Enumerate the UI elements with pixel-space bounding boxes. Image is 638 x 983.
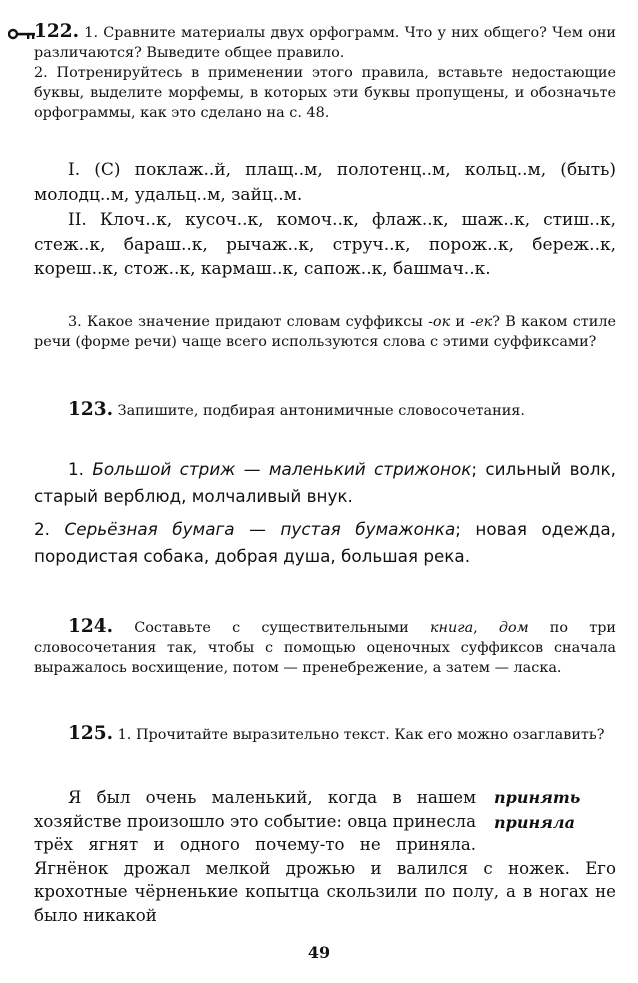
example-line-1 xyxy=(34,456,616,510)
task-2: 2. Потренируйтесь в применении этого правила, вставьте недостающие буквы, выделите морфемы, в которых эти буквы пропущены, и обозначьте орфограммы, как это сделано на с. 48. xyxy=(34,65,616,121)
exercise-number: 124. xyxy=(68,616,114,637)
word-dom: дом xyxy=(498,620,529,636)
reading-text xyxy=(34,786,616,928)
task-text-b: по три словосочетания так, чтобы с помощью оценочных суффиксов сначала выражалось восхищение, потом — пренебрежение, а затем — ласка. xyxy=(34,620,616,676)
line-2-rest: ; новая одежда, породистая собака, добрая душа, большая река. xyxy=(34,519,616,566)
margin-word-1: принять xyxy=(494,788,581,807)
line-1-number: 1. xyxy=(68,459,93,479)
task-text: 1. Прочитайте выразительно текст. Как его можно озаглавить? xyxy=(117,727,605,743)
word-kniga: книга xyxy=(429,620,474,636)
group-1-text: I. (С) поклаж..й, плащ..м, полотенц..м, кольц..м, (быть) молодц..м, удальц..м, зайц..м. xyxy=(34,160,616,205)
exercise-122 xyxy=(34,22,616,123)
group-2-text: II. Клоч..к, кусоч..к, комоч..к, флаж..к, шаж..к, стиш..к, стеж..к, бараш..к, рычаж..к, струч..к, порож..к, береж..к, кореш..к, стож..к, кармаш..к, сапож..к, башмач..к. xyxy=(34,210,616,279)
key-icon xyxy=(8,28,36,40)
exercise-125 xyxy=(34,724,616,745)
suffix-ek: -ек xyxy=(470,314,493,330)
task-3-text-a: 3. Какое значение придают словам суффиксы xyxy=(68,314,429,330)
task-3-and: и xyxy=(450,314,471,330)
suffix-ok: -ок xyxy=(428,314,451,330)
line-2-number: 2. xyxy=(34,519,65,539)
task-text: Запишите, подбирая антонимичные словосочетания. xyxy=(117,403,525,419)
task-3-text-b: ? В каком стиле речи (форме речи) чаще всего используются слова с этими суффиксами? xyxy=(34,314,616,350)
example-line-2 xyxy=(34,516,616,570)
exercise-number: 123. xyxy=(68,399,114,420)
line-2-example: Серьёзная бумага — пустая бумажонка xyxy=(64,519,456,539)
margin-word-2: приняла xyxy=(494,813,575,832)
reading-text-body: Я был очень маленький, когда в нашем хозяйстве произошло это событие: овца принесла трёх ягнят и одного почему-то не приняла. Ягнёнок дрожал мелкой дрожью и валился с ножек. Его крохотные чёрненькие копытца скользили по полу, а в ногах не было никакой xyxy=(34,788,616,925)
task-3 xyxy=(34,312,616,352)
line-1-example: Большой стриж — маленький стрижонок xyxy=(92,459,472,479)
exercise-number: 125. xyxy=(68,723,114,744)
word-group-1 xyxy=(34,158,616,207)
task-1: 1. Сравните материалы двух орфограмм. Что у них общего? Чем они различаются? Выведите общее правило. xyxy=(34,25,617,61)
page-number: 49 xyxy=(307,943,331,962)
exercise-123 xyxy=(34,400,616,421)
exercise-number: 122. xyxy=(34,21,80,42)
margin-spacer xyxy=(476,786,616,834)
task-text-a: Составьте с существительными xyxy=(134,620,430,636)
word-group-2 xyxy=(34,208,616,282)
comma: , xyxy=(473,620,499,636)
exercise-124 xyxy=(34,617,616,678)
line-1-rest: ; сильный волк, старый верблюд, молчаливый внук. xyxy=(34,459,616,506)
